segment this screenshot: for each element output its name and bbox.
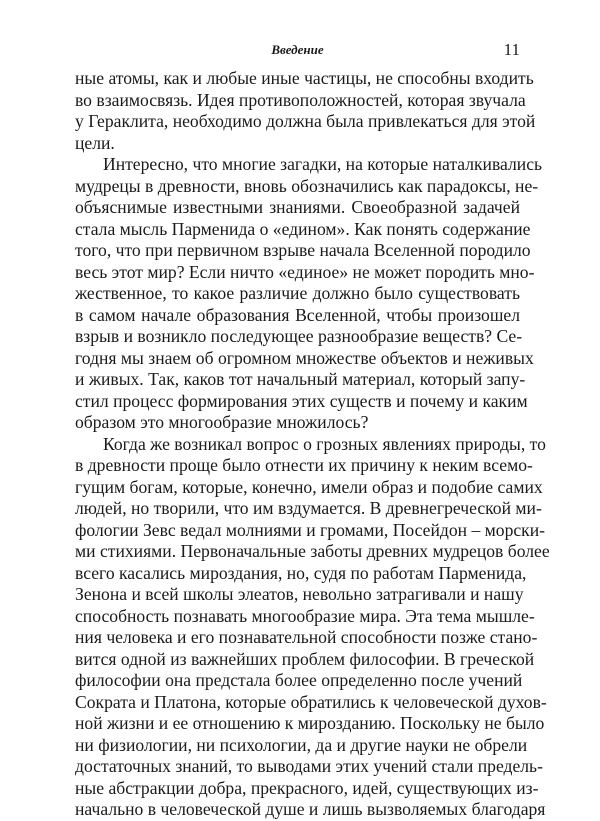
text-line: стала мысль Парменида о «едином». Как понять содержание [75,218,531,239]
text-line: весь этот мир? Если ничто «единое» не может породить мно- [75,261,535,282]
body-text [75,68,550,821]
text-line: ми стихиями. Первоначальные заботы древних мудрецов более [75,541,550,561]
text-line: фологии Зевс ведал молниями и громами, Посейдон – морски- [75,519,546,540]
text-line: Зенона и всей школы элеатов, невольно затрагивали и нашу [75,584,524,604]
text-line: ни физиологии, ни психологии, да и другие науки не обрели [75,734,528,755]
text-line: Сократа и Платона, которые обратились к человеческой духов- [75,691,547,712]
text-line: достаточных знаний, то выводами этих учений стали предель- [75,756,543,776]
text-line: всего касались мироздания, но, судя по работам Парменида, [75,562,527,583]
text-line: философии она предстала более определенно после учений [75,670,523,690]
text-line: жественное, то какое различие должно было существовать [75,283,520,303]
text-line: годня мы знаем об огромном множестве объектов и неживых [75,347,534,368]
text-line: во взаимосвязь. Идея противоположностей, которая звучала [75,89,526,110]
page-number: 11 [503,40,520,59]
text-line: и живых. Так, каков тот начальный материал, который запу- [75,369,526,389]
text-line: вится одной из важнейших проблем философии. В греческой [75,648,535,669]
text-line: ной жизни и ее отношению к мирозданию. Поскольку не было [75,713,545,733]
text-line: взрыв и возникло последующее разнообразие веществ? Се- [75,326,523,346]
text-line: в древности проще было отнести их причину к неким всемо- [75,455,533,475]
text-line: Интересно, что многие загадки, на которые наталкивались [103,154,543,174]
text-line: в самом начале образования Вселенной, чтобы произошел [75,304,520,325]
text-line: образом это многообразие множилось? [75,412,369,432]
text-line: людей, но творили, что им вздумается. В древнегреческой ми- [75,498,542,518]
text-line: ные абстракции добра, прекрасного, идей, существующих из- [75,777,539,798]
text-line: того, что при первичном взрыве начала Вселенной породило [75,240,531,260]
page-header [75,40,520,60]
text-line: мудрецы в древности, вновь обозначились как парадоксы, не- [75,175,539,196]
text-line: цели. [75,132,115,153]
text-line: у Гераклита, необходимо должна была привлекаться для этой [75,111,536,131]
running-title: Введение [271,42,324,57]
text-line: гущим богам, которые, конечно, имели образ и подобие самих [75,476,543,497]
text-line: ния человека и его познавательной способности позже стано- [75,627,538,647]
text-line: ные атомы, как и любые иные частицы, не способны входить [75,68,534,88]
text-line: Когда же возникал вопрос о грозных явлениях природы, то [103,433,546,454]
text-line: объяснимые известными знаниями. Своеобразной задачей [75,197,520,217]
text-line: начально в человеческой душе и лишь вызволяемых благодаря [75,799,546,819]
text-line: способность познавать многообразие мира. Эта тема мышле- [75,605,535,626]
text-line: стил процесс формирования этих существ и почему и каким [75,390,528,411]
